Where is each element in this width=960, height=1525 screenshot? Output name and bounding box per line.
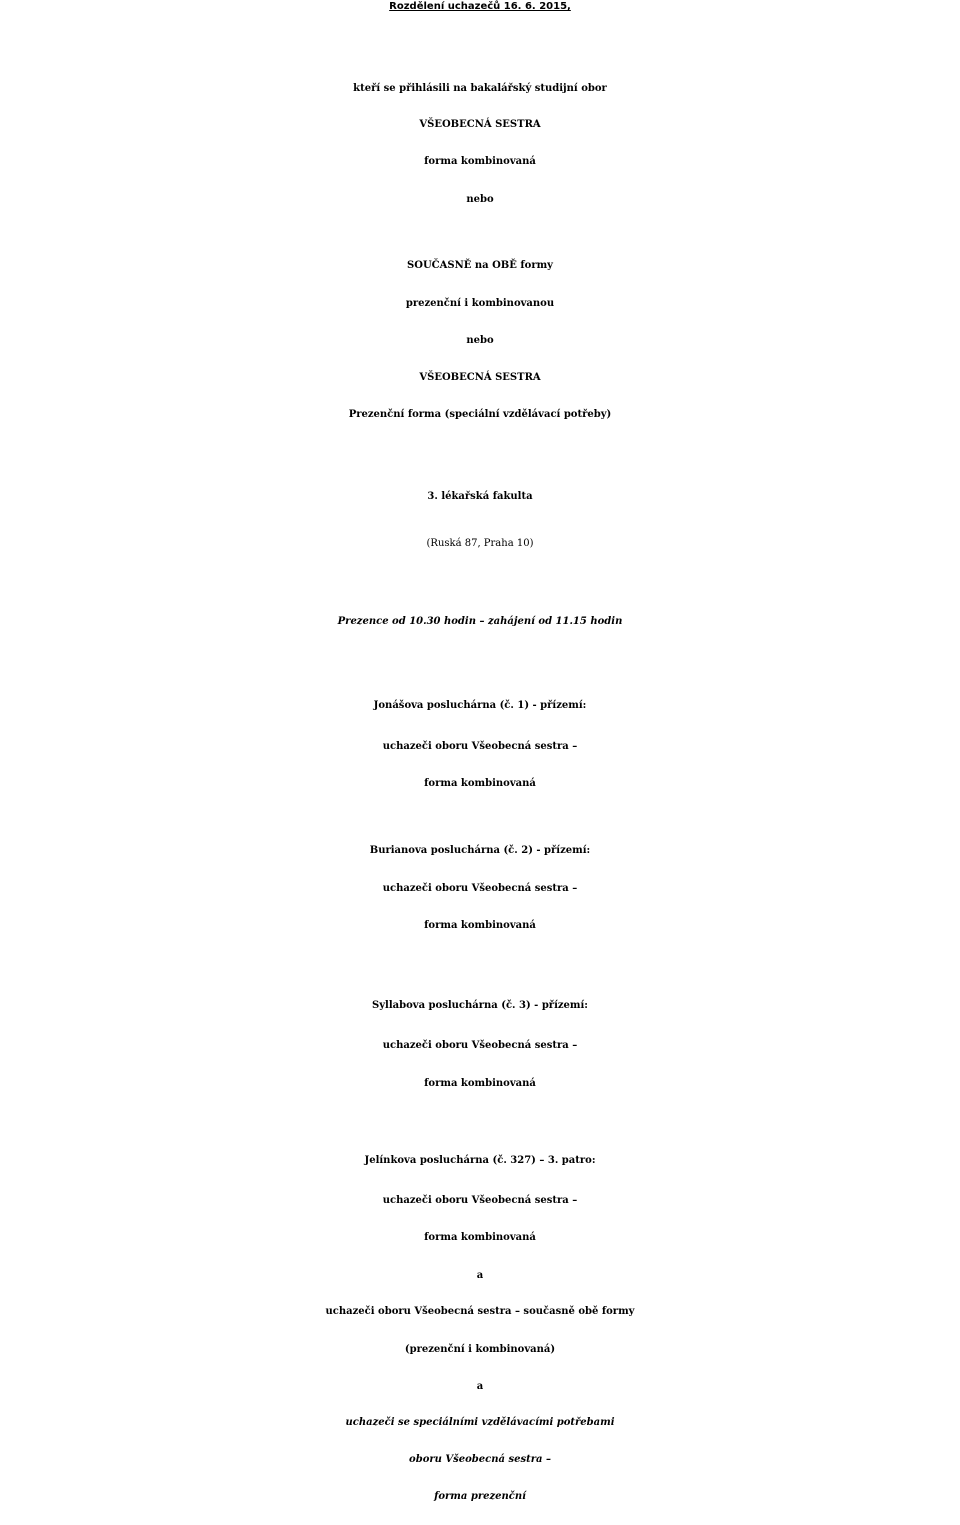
hall-line: forma kombinovaná [424,1078,536,1089]
special-line: uchazeči se speciálními vzdělávacími potřebami [345,1417,615,1428]
hall-line: (prezenční i kombinovaná) [404,1344,556,1355]
page-title: Rozdělení uchazečů 16. 6. 2015, [389,1,571,12]
special-line: forma prezenční [434,1491,526,1502]
schedule: Prezence od 10.30 hodin – zahájení od 11.15 hodin [337,616,623,627]
hall-line: uchazeči oboru Všeobecná sestra – [382,1040,578,1051]
intro-line: prezenční i kombinovanou [405,298,555,309]
hall-line: uchazeči oboru Všeobecná sestra – současně obě formy [325,1306,635,1317]
hall-line: forma kombinovaná [424,1232,536,1243]
hall-line: forma kombinovaná [424,920,536,931]
intro-line: VŠEOBECNÁ SESTRA [419,372,541,383]
hall-heading: Jelínkova posluchárna (č. 327) – 3. patro: [364,1155,596,1166]
intro-line: nebo [466,194,494,205]
hall-line: uchazeči oboru Všeobecná sestra – [382,883,578,894]
faculty-name: 3. lékařská fakulta [427,491,533,502]
special-line: oboru Všeobecná sestra – [409,1454,551,1465]
intro-line: Prezenční forma (speciální vzdělávací potřeby) [348,409,612,420]
hall-line: a [476,1270,484,1281]
hall-line: uchazeči oboru Všeobecná sestra – [382,1195,578,1206]
hall-heading: Syllabova posluchárna (č. 3) - přízemí: [371,1000,588,1011]
intro-line: SOUČASNĚ na OBĚ formy [407,260,553,271]
faculty-address: (Ruská 87, Praha 10) [426,538,534,549]
hall-heading: Burianova posluchárna (č. 2) - přízemí: [369,845,591,856]
intro-line: forma kombinovaná [424,156,536,167]
hall-line: a [476,1381,484,1392]
hall-line: forma kombinovaná [424,778,536,789]
hall-line: uchazeči oboru Všeobecná sestra – [382,741,578,752]
hall-heading: Jonášova posluchárna (č. 1) - přízemí: [373,700,587,711]
intro-line: kteří se přihlásili na bakalářský studijní obor [353,83,607,94]
intro-line: nebo [466,335,494,346]
intro-line: VŠEOBECNÁ SESTRA [419,119,541,130]
